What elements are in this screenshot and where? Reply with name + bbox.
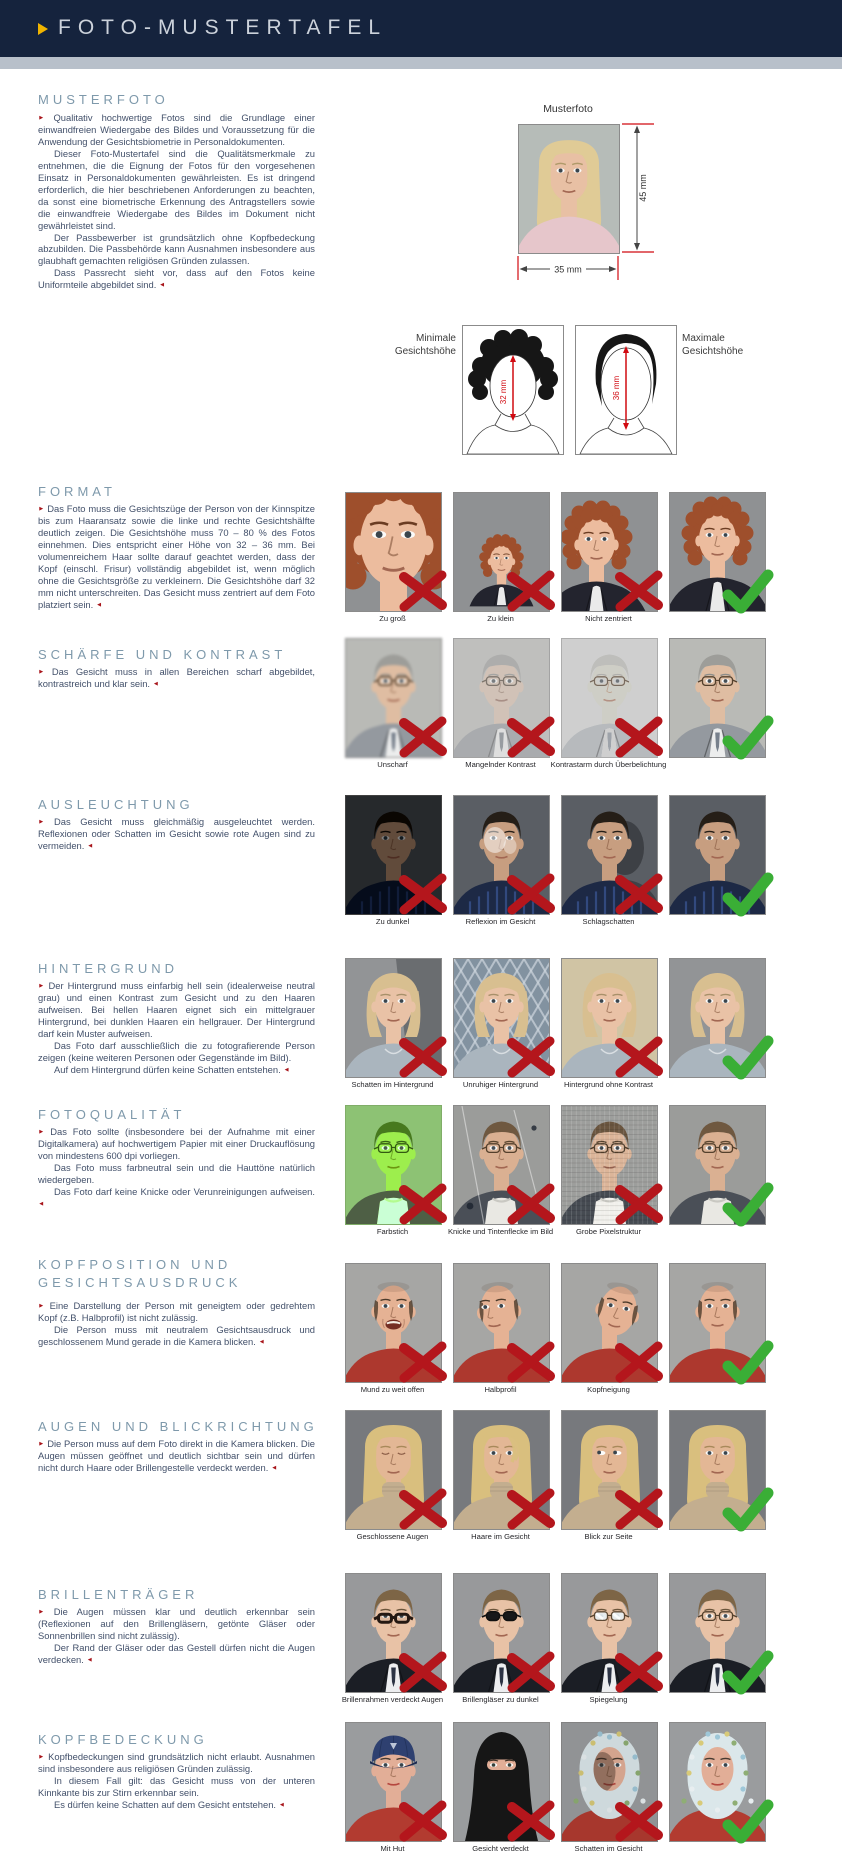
section-text-fotoqualitaet: [38, 1126, 315, 1210]
face-illustration: [454, 959, 549, 1077]
photo-grobe-pixelstruktur: [561, 1105, 658, 1225]
photo-caption: Zu dunkel: [375, 917, 410, 926]
face-illustration: [670, 639, 765, 757]
photo-caption: Hintergrund ohne Kontrast: [563, 1080, 654, 1089]
photo-ueberbelichtung: [561, 638, 658, 758]
paragraph: Das Foto darf ausschließlich die zu fotografierende Person zeigen (keine weiteren Personen oder Gegenstände im Bild).: [38, 1040, 315, 1063]
face-illustration: [346, 796, 441, 914]
face-illustration: [670, 1264, 765, 1382]
text-start-marker-icon: ►: [38, 668, 45, 676]
paragraph: Dieser Foto-Mustertafel sind die Qualitätsmerkmale zu entnehmen, die die Eignung der Fotos für den vorgesehenen Einsatz in Personaldokumenten gewährleisten. Es ist dringend erforderlich, die hier beschriebenen Anforderungen zu beachten, da sonst eine biometrische Erkennung des Antragstellers sowie die einwandfreie Wiedergabe des Bildes im Dokument nicht gewährleistet sind.: [38, 148, 315, 231]
page-title: FOTO-MUSTERTAFEL: [58, 16, 388, 39]
photo-caption: Kopfneigung: [587, 1385, 630, 1394]
text-end-marker-icon: ◄: [283, 1066, 290, 1074]
paragraph: ► Die Augen müssen klar und deutlich erkennbar sein (Reflexionen auf den Brillengläsern, getönte Gläser oder Sonnenbrillen sind nicht zulässig).: [38, 1606, 315, 1642]
text-start-marker-icon: ►: [38, 1440, 45, 1448]
section-heading-format: FORMAT: [38, 484, 116, 499]
face-illustration: [346, 1411, 441, 1529]
photo-ok: [669, 492, 766, 612]
face-illustration: [454, 1411, 549, 1529]
photo-nicht-zentriert: [561, 492, 658, 612]
photo-ok: [669, 638, 766, 758]
photo-haare-im-gesicht: [453, 1410, 550, 1530]
paragraph: ► Die Person muss auf dem Foto direkt in die Kamera blicken. Die Augen müssen geöffnet und deutlich sichtbar sein und dürfen nicht durch Haare oder Brillengestelle verdeckt werden. ◄: [38, 1438, 315, 1474]
text-end-marker-icon: ◄: [258, 1338, 265, 1346]
section-heading-hintergrund: HINTERGRUND: [38, 961, 179, 976]
photo-schatten-hintergrund: [345, 958, 442, 1078]
photo-caption: Farbstich: [376, 1227, 409, 1236]
paragraph: Der Rand der Gläser oder das Gestell dürfen nicht die Augen verdecken. ◄: [38, 1642, 315, 1666]
text-start-marker-icon: ►: [38, 1302, 45, 1310]
paragraph: Es dürfen keine Schatten auf dem Gesicht entstehen. ◄: [54, 1799, 286, 1811]
section-text-augen: [38, 1438, 315, 1475]
photo-caption: Knicke und Tintenflecke im Bild: [447, 1227, 554, 1236]
text-start-marker-icon: ►: [38, 818, 45, 826]
face-illustration: [670, 1411, 765, 1529]
paragraph: ► Das Gesicht muss gleichmäßig ausgeleuchtet werden. Reflexionen oder Schatten im Gesicht sowie rote Augen sind zu vermeiden. ◄: [38, 816, 315, 852]
photo-schatten-im-gesicht: [561, 1722, 658, 1842]
paragraph: ► Das Foto sollte (insbesondere bei der Aufnahme mit einer Digitalkamera) auf hochwertigem Papier mit einer Druckauflösung von mindestens 600 dpi vorliegen.: [38, 1126, 315, 1162]
photo-ok: [669, 1573, 766, 1693]
photo-caption: Kontrastarm durch Überbelichtung: [550, 760, 667, 769]
face-illustration: [562, 1574, 657, 1692]
photo-gesicht-verdeckt: [453, 1722, 550, 1842]
face-illustration: [670, 796, 765, 914]
section-heading-schaerfe: SCHÄRFE UND KONTRAST: [38, 647, 287, 662]
face-illustration: [346, 959, 441, 1077]
photo-farbstich: [345, 1105, 442, 1225]
face-illustration: [562, 1264, 657, 1382]
photo-knicke: [453, 1105, 550, 1225]
photo-geschlossene-augen: [345, 1410, 442, 1530]
photo-halbprofil: [453, 1263, 550, 1383]
photo-caption: Blick zur Seite: [584, 1532, 633, 1541]
paragraph: Die Person muss mit neutralem Gesichtsausdruck und geschlossenem Mund gerade in die Kamera blicken. ◄: [38, 1324, 315, 1348]
photo-ok: [669, 1410, 766, 1530]
photo-mit-hut: [345, 1722, 442, 1842]
section-text-hintergrund: [38, 980, 315, 1076]
face-illustration: [454, 796, 549, 914]
paragraph: ► Der Hintergrund muss einfarbig hell sein (idealerweise neutral grau) und einen Kontrast zum Gesicht und zu den Haaren aufweisen. Bei hellen Haaren eignet sich ein mittelgrauer Hintergrund, bei dunklen Haaren ein hellgrauer. Der Hintergrund darf kein Muster aufweisen.: [38, 980, 315, 1040]
text-start-marker-icon: ►: [38, 1753, 45, 1761]
photo-caption: Mund zu weit offen: [360, 1385, 425, 1394]
photo-ok: [669, 1263, 766, 1383]
max-face-height-label: Maximale Gesichtshöhe: [682, 333, 744, 357]
dimension-annotations: [500, 103, 685, 293]
text-start-marker-icon: ►: [38, 505, 45, 513]
min-face-height-label: Minimale Gesichtshöhe: [394, 333, 456, 357]
section-text-musterfoto: [38, 112, 315, 292]
text-end-marker-icon: ◄: [278, 1801, 286, 1809]
photo-mund-offen: [345, 1263, 442, 1383]
photo-brillenrahmen-verdeckt: [345, 1573, 442, 1693]
section-heading-ausleuchtung: AUSLEUCHTUNG: [38, 797, 194, 812]
text-start-marker-icon: ►: [38, 114, 45, 122]
text-end-marker-icon: ◄: [270, 1464, 278, 1472]
photo-caption: Halbprofil: [484, 1385, 517, 1394]
photo-caption: Reflexion im Gesicht: [465, 917, 536, 926]
photo-caption: Schatten im Hintergrund: [351, 1080, 434, 1089]
width-dim-label: 35 mm: [554, 264, 582, 275]
section-heading-kopfbedeckung: KOPFBEDECKUNG: [38, 1732, 208, 1747]
photo-unscharf: [345, 638, 442, 758]
min-face-diagram: [462, 325, 564, 455]
max-face-height-value: 36 mm: [612, 375, 621, 401]
paragraph: Der Passbewerber ist grundsätzlich ohne Kopfbedeckung abzubilden. Die Passbehörde kann Ausnahmen insbesondere aus glaubhaft gemachten religiösen Gründen zulassen.: [38, 231, 315, 267]
paragraph: Das Foto muss farbneutral sein und die Hauttöne natürlich wiedergeben.: [38, 1162, 315, 1186]
text-end-marker-icon: ◄: [38, 1200, 45, 1208]
paragraph: ► Das Foto muss die Gesichtszüge der Person von der Kinnspitze bis zum Haaransatz sowie die linke und rechte Gesichtshälfte deutlich zeigen. Die Gesichtshöhe muss 70 – 80 % des Fotos einnehmen. Dies entspricht einer Höhe von 32 – 36 mm. Bei volumenreichem Haar sollte darauf geachtet werden, dass der Kopf (einschl. Frisur) vollständig abgebildet ist, wenn möglich ohne die Gesichtsgröße zu verkleinern. Die Gesichtshöhe darf 32 mm nicht unterschreiten. Das Gesicht muss zentriert auf dem Foto platziert sein. ◄: [38, 503, 315, 610]
photo-zu-dunkel: [345, 795, 442, 915]
face-illustration: [454, 639, 549, 757]
photo-ok: [669, 795, 766, 915]
photo-hintergrund-ohne-kontrast: [561, 958, 658, 1078]
photo-caption: Unscharf: [377, 760, 408, 769]
musterfoto-figure: [500, 103, 685, 293]
photo-caption: Haare im Gesicht: [471, 1532, 530, 1541]
section-heading-kopfposition: KOPFPOSITION UND GESICHTSAUSDRUCK: [38, 1257, 242, 1290]
photo-caption: Gesicht verdeckt: [472, 1844, 529, 1853]
photo-zu-gross: [345, 492, 442, 612]
photo-caption: Spiegelung: [589, 1695, 628, 1704]
face-illustration: [562, 1723, 657, 1841]
face-illustration: [346, 1574, 441, 1692]
face-illustration: [670, 1723, 765, 1841]
section-heading-brillen: BRILLENTRÄGER: [38, 1587, 199, 1602]
photo-caption: Unruhiger Hintergrund: [462, 1080, 539, 1089]
min-face-height-value: 32 mm: [499, 379, 508, 405]
face-illustration: [670, 1106, 765, 1224]
photo-caption: Zu klein: [487, 614, 514, 623]
photo-ok-kopftuch: [669, 1722, 766, 1842]
section-text-format: [38, 503, 315, 611]
text-end-marker-icon: ◄: [87, 842, 94, 850]
text-end-marker-icon: ◄: [86, 1656, 93, 1664]
section-text-ausleuchtung: [38, 816, 315, 853]
photo-caption: Geschlossene Augen: [356, 1532, 429, 1541]
photo-caption: Brillengläser zu dunkel: [462, 1695, 539, 1704]
face-illustration: [562, 1411, 657, 1529]
paragraph: ► Eine Darstellung der Person mit geneigtem oder gedrehtem Kopf (z.B. Halbprofil) ist nicht zulässig.: [38, 1300, 316, 1324]
header-divider: [0, 57, 842, 69]
section-heading-musterfoto: MUSTERFOTO: [38, 92, 169, 107]
paragraph: Dass Passrecht sieht vor, dass auf den Fotos keine Uniformteile abgebildet sind. ◄: [38, 267, 315, 291]
photo-caption: Mangelnder Kontrast: [465, 760, 536, 769]
text-end-marker-icon: ◄: [152, 680, 160, 688]
face-illustration: [346, 639, 441, 757]
photo-kopfneigung: [561, 1263, 658, 1383]
face-illustration: [346, 1723, 441, 1841]
text-end-marker-icon: ◄: [95, 601, 103, 609]
face-illustration: [454, 1106, 549, 1224]
paragraph: ► Qualitativ hochwertige Fotos sind die Grundlage einer einwandfreien Wiedergabe des Bildes und Voraussetzung für die Anwendung der Gesichtsbiometrie in Personaldokumenten.: [38, 112, 316, 148]
header-bar: [0, 0, 842, 57]
photo-zu-klein: [453, 492, 550, 612]
header-arrow-icon: [38, 23, 48, 35]
face-illustration: [454, 1264, 549, 1382]
paragraph: ► Das Gesicht muss in allen Bereichen scharf abgebildet, kontrastreich und klar sein. ◄: [38, 666, 315, 690]
face-illustration: [562, 1106, 657, 1224]
photo-mangelnder-kontrast: [453, 638, 550, 758]
face-illustration: [346, 1264, 441, 1382]
photo-reflexion: [453, 795, 550, 915]
face-illustration: [562, 493, 657, 611]
photo-ok: [669, 958, 766, 1078]
face-illustration: [454, 1723, 549, 1841]
face-illustration: [454, 1574, 549, 1692]
photo-caption: Schlagschatten: [582, 917, 635, 926]
musterfoto-label: Musterfoto: [543, 103, 593, 115]
section-text-kopfbedeckung: [38, 1751, 315, 1812]
height-dim-label: 45 mm: [638, 174, 648, 202]
text-start-marker-icon: ►: [38, 1128, 45, 1136]
face-illustration: [562, 639, 657, 757]
face-illustration: [346, 1106, 441, 1224]
face-illustration: [454, 493, 549, 611]
section-heading-fotoqualitaet: FOTOQUALITÄT: [38, 1107, 186, 1122]
photo-brillenglaeser-dunkel: [453, 1573, 550, 1693]
face-illustration: [562, 796, 657, 914]
photo-caption: Schatten im Gesicht: [574, 1844, 643, 1853]
photo-caption: Grobe Pixelstruktur: [576, 1227, 641, 1236]
text-start-marker-icon: ►: [38, 982, 45, 990]
photo-caption: Zu groß: [379, 614, 406, 623]
paragraph: Das Foto darf keine Knicke oder Verunreinigungen aufweisen. ◄: [38, 1186, 315, 1208]
photo-schlagschatten: [561, 795, 658, 915]
section-text-kopfposition: [38, 1300, 315, 1349]
text-end-marker-icon: ◄: [158, 281, 166, 289]
photo-blick-zur-seite: [561, 1410, 658, 1530]
text-start-marker-icon: ►: [38, 1608, 45, 1616]
photo-caption: Nicht zentriert: [585, 614, 632, 623]
paragraph: ► Kopfbedeckungen sind grundsätzlich nicht erlaubt. Ausnahmen sind insbesondere aus religiösen Gründen zulässig.: [38, 1751, 316, 1775]
photo-ok: [669, 1105, 766, 1225]
paragraph: Auf dem Hintergrund dürfen keine Schatten entstehen. ◄: [54, 1063, 290, 1075]
photo-unruhiger-hintergrund: [453, 958, 550, 1078]
face-illustration: [562, 959, 657, 1077]
section-heading-augen: AUGEN UND BLICKRICHTUNG: [38, 1419, 318, 1434]
paragraph: In diesem Fall gilt: das Gesicht muss von der unteren Kinnkante bis zur Stirn erkennbar sein.: [38, 1775, 315, 1799]
section-text-brillen: [38, 1606, 315, 1667]
face-height-diagrams: [380, 318, 820, 468]
photo-caption: Brillenrahmen verdeckt Augen: [341, 1695, 444, 1704]
face-illustration: [346, 493, 441, 611]
max-face-diagram: [575, 325, 677, 455]
photo-caption: Mit Hut: [380, 1844, 405, 1853]
face-illustration: [670, 493, 765, 611]
section-text-schaerfe: [38, 666, 315, 691]
face-illustration: [670, 959, 765, 1077]
photo-spiegelung: [561, 1573, 658, 1693]
face-illustration: [670, 1574, 765, 1692]
